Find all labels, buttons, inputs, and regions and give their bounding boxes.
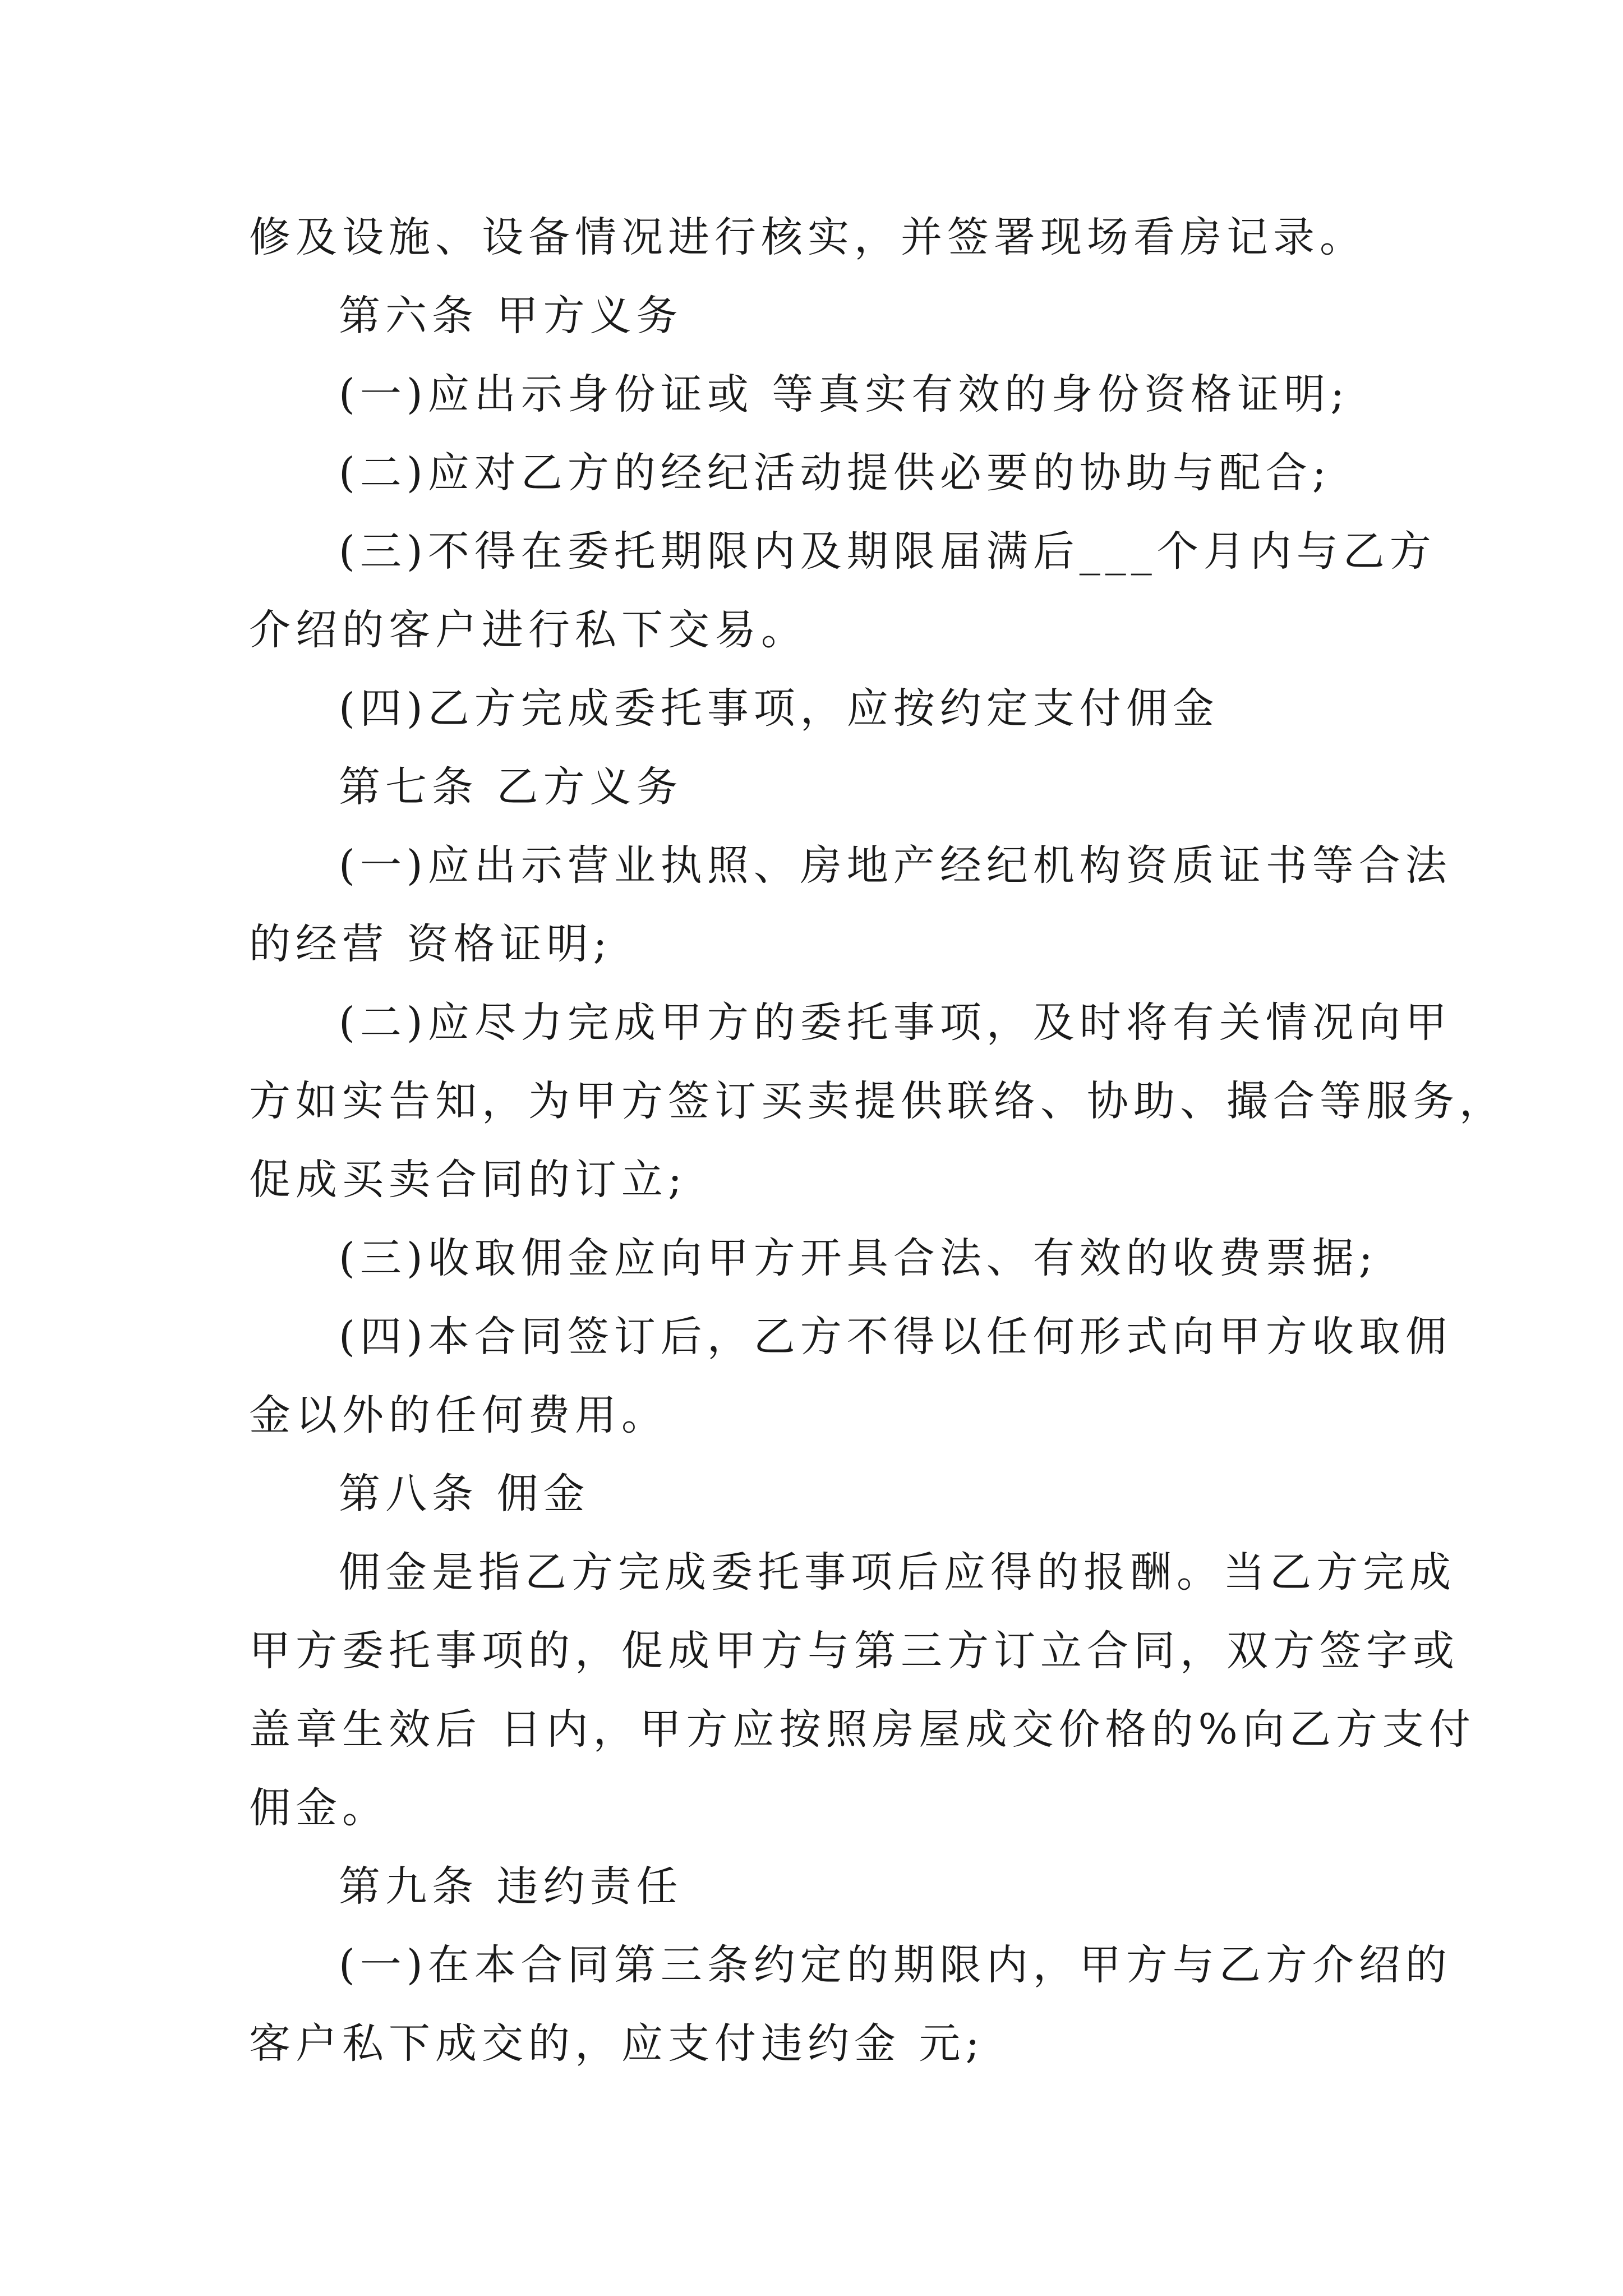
paragraph-line: (二)应对乙方的经纪活动提供必要的协助与配合;	[339, 449, 1331, 497]
paragraph-line: 修及设施、设备情况进行核实，并签署现场看房记录。	[249, 213, 1366, 261]
paragraph-line: 盖章生效后 日内，甲方应按照房屋成交价格的%向乙方支付	[249, 1705, 1476, 1754]
paragraph-line: 促成买卖合同的订立;	[249, 1156, 687, 1204]
paragraph-line: (二)应尽力完成甲方的委托事项，及时将有关情况向甲	[339, 999, 1452, 1047]
article-heading-9: 第九条 违约责任	[339, 1862, 683, 1911]
paragraph-line: 介绍的客户进行私下交易。	[249, 606, 808, 654]
paragraph-line: 客户私下成交的，应支付违约金 元;	[249, 2019, 985, 2068]
paragraph-line: 佣金是指乙方完成委托事项后应得的报酬。当乙方完成	[339, 1548, 1456, 1596]
paragraph-line: (一)应出示身份证或 等真实有效的身份资格证明;	[339, 370, 1350, 418]
paragraph-line: (三)不得在委托期限内及期限届满后___个月内与乙方	[339, 527, 1436, 576]
paragraph-line: 的经营 资格证明;	[249, 920, 612, 968]
paragraph-line: (四)乙方完成委托事项，应按约定支付佣金	[339, 684, 1219, 733]
article-heading-8: 第八条 佣金	[339, 1470, 590, 1518]
paragraph-line: (三)收取佣金应向甲方开具合法、有效的收费票据;	[339, 1234, 1378, 1282]
paragraph-line: 金以外的任何费用。	[249, 1391, 668, 1439]
paragraph-line: (四)本合同签订后，乙方不得以任何形式向甲方收取佣	[339, 1313, 1452, 1361]
paragraph-line: 方如实告知，为甲方签订买卖提供联络、协助、撮合等服务，	[249, 1077, 1506, 1125]
paragraph-line: (一)应出示营业执照、房地产经纪机构资质证书等合法	[339, 841, 1452, 890]
paragraph-line: 佣金。	[249, 1784, 389, 1832]
article-heading-6: 第六条 甲方义务	[339, 292, 683, 340]
article-heading-7: 第七条 乙方义务	[339, 763, 683, 811]
paragraph-line: 甲方委托事项的，促成甲方与第三方订立合同，双方签字或	[249, 1627, 1459, 1675]
paragraph-line: (一)在本合同第三条约定的期限内，甲方与乙方介绍的	[339, 1941, 1452, 1989]
